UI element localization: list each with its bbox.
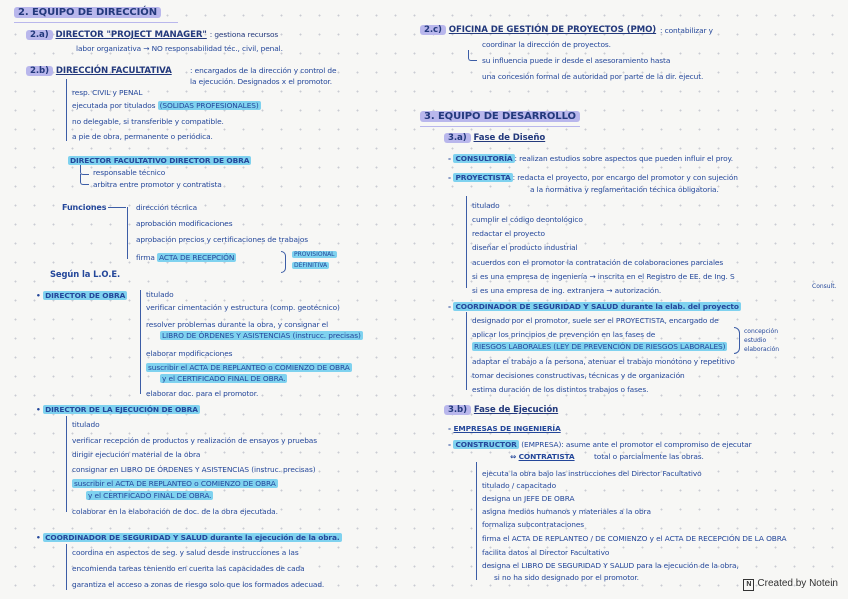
pmo-line: su influencia puede ir desde el asesoramiento hasta [482,56,671,65]
deo-item: titulado [72,420,100,429]
do-loe-item: titulado [146,290,174,299]
deo-item: y el CERTIFICADO FINAL DE OBRA. [88,491,212,500]
constructor-item: facilita datos al Director Facultativo [482,548,610,557]
deo-item: suscribir el ACTA DE REPLANTEO o COMIENZO DE OBRA [74,479,276,488]
connector-line [108,207,126,208]
css-exec-heading: • COORDINADOR DE SEGURIDAD Y SALUD durante la ejecución de la obra. [36,533,340,542]
heading-underline [420,126,580,127]
css-exec-item: encomienda tareas teniendo en cuenta las capacidades de cada [72,564,305,573]
df-item: ejecutada por titulados (SOLIDAS PROFESIONALES) [72,101,259,110]
proyectista: - PROYECTISTA : redacta el proyecto, por encargo del promotor y con sujeción [448,173,738,182]
director-pm-note: labor organizativa → NO responsabilidad téc., civil, penal. [76,44,283,53]
director-pm-heading: 2.a) DIRECTOR "PROJECT MANAGER" : gestiona recursos [26,30,278,40]
proyectista-item: cumplir el código deontológico [472,215,583,224]
director-obra-item: responsable técnico [93,168,166,177]
brace [281,251,286,273]
css-exec-bracket [66,544,67,590]
acta-provisional-tag: PROVISIONAL [294,251,335,258]
css-exec-item: coordina en aspectos de seg. y salud desde instrucciones a las [72,548,299,557]
contratista: ⇔ CONTRATISTA [510,452,575,461]
constructor-item: asigna medios humanos y materiales a la obra [482,507,651,516]
proyectista-item: si es una empresa de ingeniería → inscrita en el Registro de EE. de Ing. S [472,272,735,281]
heading-underline [14,22,178,23]
contratista-desc: total o parcialmente las obras. [594,452,704,461]
constructor-item: firma el ACTA DE REPLANTEO / DE COMIENZO y el ACTA DE RECEPCIÓN DE LA OBRA [482,534,787,543]
css-design-bracket [466,312,467,390]
constructor-item: ejecuta la obra bajo las instrucciones del Director Facultativo [482,469,702,478]
css-design-item: tomar decisiones constructivas, técnicas y de organización [472,371,685,380]
pmo-line: una concesión formal de autoridad por parte de la dir. ejecut. [482,72,704,81]
css-design-item: aplicar los principios de prevención en las fases de [472,330,656,339]
df-item: resp. CIVIL y PENAL [72,88,143,97]
do-loe-item: resolver problemas durante la obra, y consignar el [146,320,329,329]
proyectista-bracket [466,196,467,288]
deo-item: verificar recepción de productos y realización de ensayos y pruebas [72,436,317,445]
css-design-item: adaptar el trabajo a la persona, atenuar el trabajo monótono y repetitivo [472,357,735,366]
do-loe-item: LIBRO DE ÓRDENES Y ASISTENCIAS (instrucc. precisas) [162,331,361,340]
do-loe-item: verificar cimentación y estructura (comp. geotécnico) [146,303,340,312]
section-heading-equipo-desarrollo: 3. EQUIPO DE DESARROLLO [420,112,580,121]
pmo-desc: : contabilizar y [660,26,713,35]
df-item: a pie de obra, permanente o periódica. [72,132,213,141]
director-obra-item: arbitra entre promotor y contratista [93,180,222,189]
funciones-bracket [127,207,128,259]
consult-tag: Consult. [812,283,837,290]
funcion-item: dirección técnica [136,203,198,212]
css-design-item: estima duración de los distintos trabajos o fases. [472,385,649,394]
css-exec-item: garantiza el acceso a zonas de riesgo solo que los formados adecuad. [72,580,325,589]
css-design-heading: - COORDINADOR DE SEGURIDAD Y SALUD durante la elab. del proyecto [448,302,739,311]
funcion-item: aprobación precios y certificaciones de trabajos [136,235,309,244]
proyectista-item: si es una empresa de ing. extranjera → autorización. [472,286,662,295]
arrow-icon [80,174,89,185]
do-loe-item: suscribir el ACTA DE REPLANTEO o COMIENZO DE OBRA [148,363,350,372]
proyectista-desc-2: a la normativa y reglamentación técnica obligatoria. [530,185,719,194]
loe-heading: Según la L.O.E. [50,269,121,279]
constructor-item: designa un JEFE DE OBRA [482,494,575,503]
df-item: no delegable, si transferible y compatible. [72,117,224,126]
css-design-item: RIESGOS LABORALES (LEY DE PREVENCIÓN DE RIESGOS LABORALES) [474,342,726,351]
acta-definitiva-tag: DEFINITIVA [294,262,328,269]
deo-item: dirigir ejecución material de la obra [72,450,201,459]
constructor-item: si no ha sido designado por el promotor. [494,573,639,582]
constructor-item: titulado / capacitado [482,481,556,490]
deo-item: consignar en LIBRO DE ÓRDENES Y ASISTENCIAS (instruc. precisas) [72,465,316,474]
do-loe-item: y el CERTIFICADO FINAL DE OBRA. [162,374,286,383]
section-heading-equipo-direccion: 2. EQUIPO DE DIRECCIÓN [14,8,161,17]
deo-bracket [66,416,67,512]
do-loe-bracket [140,290,141,394]
consultoria: - CONSULTORÍA : realizan estudios sobre aspectos que pueden influir el proy. [448,154,733,163]
deo-heading: • DIRECTOR DE LA EJECUCIÓN DE OBRA [36,405,198,414]
do-loe-heading: • DIRECTOR DE OBRA [36,291,126,300]
director-obra-heading: DIRECTOR FACULTATIVO DIRECTOR DE OBRA [70,156,250,165]
proyectista-item: acuerdos con el promotor la contratación de colaboraciones parciales [472,258,724,267]
notein-logo-icon: N [743,579,754,591]
phase-estudio: estudio [744,337,767,344]
proyectista-item: titulado [472,201,500,210]
diseno-heading: 3.a) Fase de Diseño [444,134,545,143]
arrow-icon [468,50,477,61]
pmo-heading: 2.c) OFICINA DE GESTIÓN DE PROYECTOS (PMO) [420,26,656,35]
empresas-ingenieria: - EMPRESAS DE INGENIERÍA [448,424,561,433]
constructor: - CONSTRUCTOR (EMPRESA): asume ante el promotor el compromiso de ejecutar [448,440,752,449]
funcion-item: firma ACTA DE RECEPCIÓN [136,253,235,262]
funcion-item: aprobación modificaciones [136,219,233,228]
constructor-bracket [476,462,477,580]
ejecucion-heading: 3.b) Fase de Ejecución [444,406,558,415]
df-desc: : encargados de la dirección y control de [190,66,337,75]
df-bracket [66,79,67,141]
do-loe-item: elaborar doc. para el promotor. [146,389,259,398]
proyectista-item: redactar el proyecto [472,229,545,238]
df-heading: 2.b) DIRECCIÓN FACULTATIVA [26,67,172,76]
css-design-item: designado por el promotor, suele ser el PROYECTISTA, encargado de [472,316,719,325]
constructor-item: designa el LIBRO DE SEGURIDAD Y SALUD para la ejecución de la obra, [482,561,739,570]
proyectista-item: diseñar el producto industrial [472,243,578,252]
funciones-label: Funciones [62,203,107,212]
do-loe-item: elaborar modificaciones [146,349,233,358]
pmo-desc-2: coordinar la dirección de proyectos. [482,40,611,49]
brace [734,327,740,354]
constructor-item: formaliza subcontrataciones [482,520,585,529]
df-desc-2: la ejecución. Designados x el promotor. [190,77,333,86]
deo-item: colaborar en la elaboración de doc. de la obra ejecutada. [72,507,278,516]
phase-elaboracion: elaboración [744,346,780,353]
phase-concepcion: concepción [744,328,779,335]
notein-watermark: N Created by Notein [743,578,838,591]
